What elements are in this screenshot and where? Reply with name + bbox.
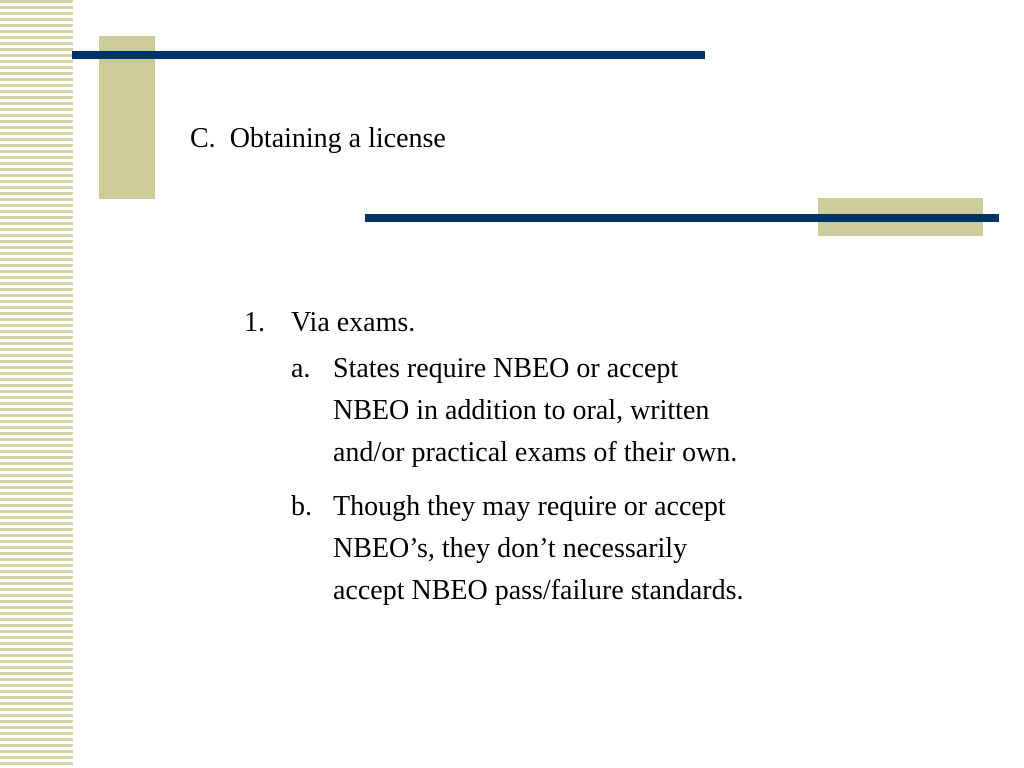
sub-list-item-marker: b. <box>291 491 312 522</box>
slide-title-marker: C. <box>190 123 216 154</box>
slide-title <box>190 119 446 159</box>
list-item <box>244 302 944 344</box>
sub-list-item-line: NBEO in addition to oral, written <box>333 395 710 426</box>
slide-title-text: Obtaining a license <box>229 123 446 154</box>
slide-body <box>244 302 944 624</box>
top-navy-rule <box>72 51 705 59</box>
list-item-text: Via exams. <box>291 307 416 338</box>
striped-sidebar-decoration <box>0 0 73 768</box>
sub-list-item-line: and/or practical exams of their own. <box>333 437 738 468</box>
top-khaki-block <box>99 36 155 199</box>
sub-list-item-marker: a. <box>291 353 311 384</box>
sub-list-item-line: States require NBEO or accept <box>333 353 679 384</box>
sub-list-item-line: NBEO’s, they don’t necessarily <box>333 533 688 564</box>
sub-list-item-line: accept NBEO pass/failure standards. <box>333 575 744 606</box>
sub-list-item-line: Though they may require or accept <box>333 491 726 522</box>
list-item-marker: 1. <box>244 307 265 338</box>
middle-navy-rule <box>365 214 999 222</box>
sub-list-item <box>291 348 944 474</box>
sub-list-item <box>291 486 944 612</box>
